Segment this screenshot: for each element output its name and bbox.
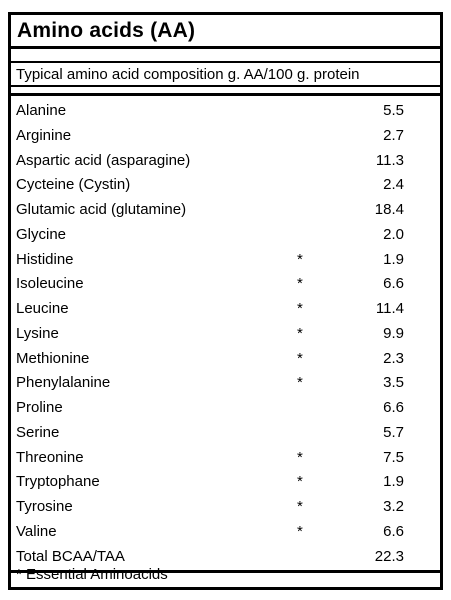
total-value: 22.3 [374,547,404,565]
amino-acid-value: 11.4 [375,300,404,317]
essential-marker: * [297,498,303,515]
table-row [11,372,440,397]
amino-acid-value: 6.6 [383,275,404,293]
essential-marker: * [297,275,303,293]
table-row [11,199,440,224]
table-row [11,125,440,150]
amino-acid-name: Phenylalanine [16,374,111,392]
amino-acid-value: 2.4 [383,176,404,194]
essential-marker: * [297,300,303,317]
footnote: * Essential Aminoacids [16,565,168,583]
footnote-bar [11,561,440,587]
essential-marker: * [297,448,303,466]
total-label: Total BCAA/TAA [16,547,125,565]
amino-acid-value: 6.6 [383,399,404,416]
table-row [11,471,440,496]
table-row [11,348,440,373]
amino-acid-value: 5.7 [383,423,404,441]
amino-acid-value: 5.5 [383,102,404,119]
table-row [11,224,440,249]
amino-acid-name: Tryptophane [16,473,100,491]
amino-acid-value: 1.9 [383,473,404,491]
table-row [11,397,440,422]
amino-acid-name: Threonine [16,448,84,466]
amino-acid-name: Glutamic acid (glutamine) [16,201,187,218]
amino-acid-name: Methionine [16,349,90,367]
amino-acid-name: Alanine [16,102,67,119]
table-row [11,273,440,298]
essential-marker: * [297,349,303,367]
amino-acid-value: 3.5 [383,374,404,392]
amino-acid-name: Serine [16,423,60,441]
amino-acid-name: Lysine [16,324,59,342]
amino-acid-name: Histidine [16,250,74,268]
amino-acid-name: Cycteine (Cystin) [16,176,131,194]
essential-marker: * [297,324,303,342]
subtitle-bar [11,61,440,87]
amino-acid-value: 11.3 [375,151,404,169]
amino-acid-value: 7.5 [383,448,404,466]
amino-acid-value: 18.4 [374,201,404,218]
table-row [11,100,440,125]
table-row [11,496,440,521]
amino-acid-name: Arginine [16,126,72,144]
amino-acid-value: 3.2 [383,498,404,515]
amino-acid-name: Tyrosine [16,498,73,515]
amino-acid-value: 2.3 [383,349,404,367]
table-row [11,150,440,175]
amino-acid-value: 6.6 [383,522,404,540]
essential-marker: * [297,374,303,392]
title-bar [11,15,440,49]
table-row [11,298,440,323]
table-row [11,422,440,447]
amino-acid-name: Proline [16,399,63,416]
table-body [11,93,440,573]
essential-marker: * [297,522,303,540]
amino-acid-name: Glycine [16,225,67,243]
table-title: Amino acids (AA) [17,18,196,42]
table-row [11,174,440,199]
amino-acid-value: 2.7 [383,126,404,144]
amino-acid-name: Isoleucine [16,275,84,293]
amino-acid-value: 2.0 [383,225,404,243]
essential-marker: * [297,473,303,491]
amino-acid-name: Aspartic acid (asparagine) [16,151,191,169]
table-row [11,521,440,546]
amino-acid-name: Leucine [16,300,69,317]
amino-acid-name: Valine [16,522,57,540]
table-subtitle: Typical amino acid composition g. AA/100 g. protein [16,65,360,83]
amino-acid-value: 1.9 [383,250,404,268]
essential-marker: * [297,250,303,268]
table-row [11,323,440,348]
amino-acid-value: 9.9 [383,324,404,342]
table-row [11,249,440,274]
table-row [11,447,440,472]
amino-acid-table [8,12,443,590]
